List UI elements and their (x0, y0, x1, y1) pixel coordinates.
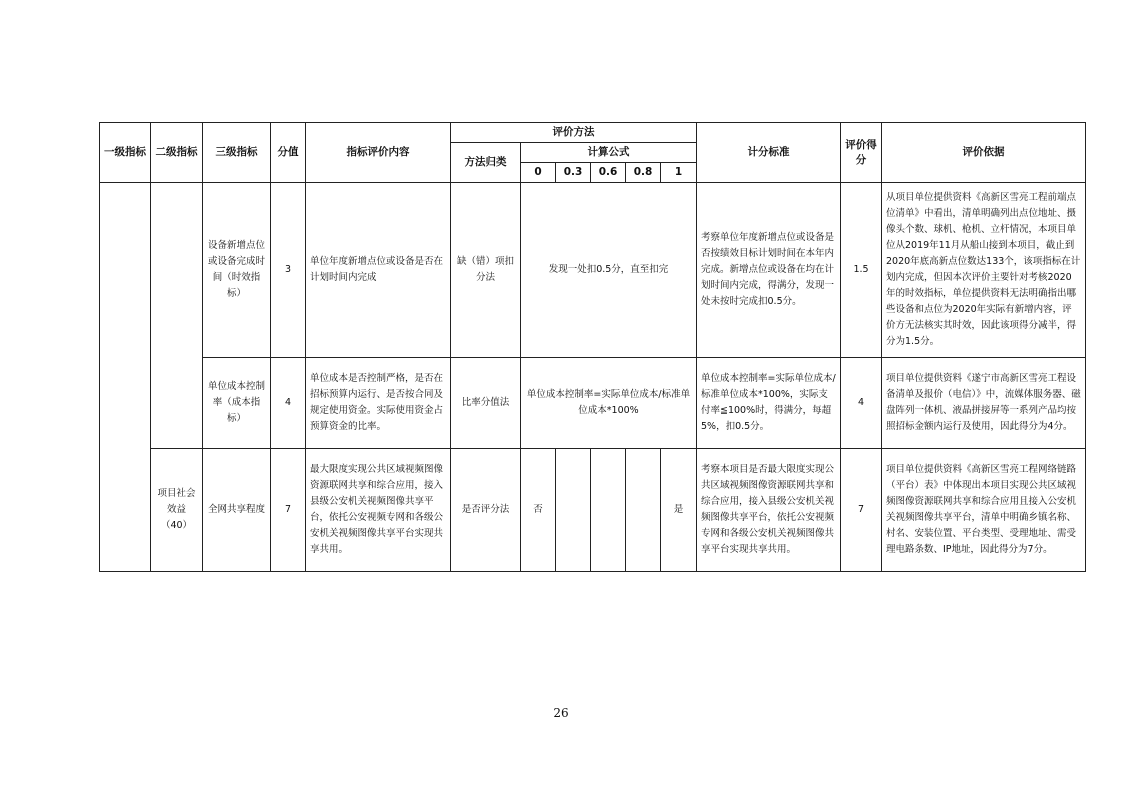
level3-cell: 全网共享程度 (203, 449, 271, 572)
header-content: 指标评价内容 (306, 123, 451, 183)
header-level-08: 0.8 (626, 163, 661, 183)
content-cell: 单位成本是否控制严格，是否在招标预算内运行、是否按合同及规定使用资金。实际使用资金占预算资金的比率。 (306, 358, 451, 449)
header-method-type: 方法归类 (451, 143, 521, 183)
content-cell: 最大限度实现公共区域视频图像资源联网共享和综合应用，接入县级公安机关视频图像共享平台，依托公安视频专网和各级公安机关视频图像共享平台实现共享共用。 (306, 449, 451, 572)
basis-cell: 项目单位提供资料《遂宁市高新区雪亮工程设备清单及报价（电信）》中，流媒体服务器、磁盘阵列一体机、液晶拼接屏等一系列产品均按照招标金额内运行及使用，因此得分为4分。 (882, 358, 1086, 449)
level-no-cell: 否 (521, 449, 556, 572)
level1-cell (100, 183, 151, 572)
header-level1: 一级指标 (100, 123, 151, 183)
standard-cell: 考察本项目是否最大限度实现公共区域视频图像资源联网共享和综合应用，接入县级公安机关视频图像共享平台，依托公安视频专网和各级公安机关视频图像共享平台实现共享共用。 (697, 449, 841, 572)
basis-cell: 从项目单位提供资料《高新区雪亮工程前端点位清单》中看出，清单明确列出点位地址、摄像头个数、球机、枪机、立杆情况，本项目单位从2019年11月从船山接到本项目，截止到2020年底高新点位数达133个，该项指标在计划内完成，但因本次评价主要针对考核2020年的时效指标，单位提供资料无法明确指出哪些设备和点位为2020年实际有新增内容，评价方无法核实其时效，因此该项得分减半，得分为1.5分。 (882, 183, 1086, 358)
header-level3: 三级指标 (203, 123, 271, 183)
table-row (100, 358, 1086, 449)
header-score: 评价得分 (841, 123, 882, 183)
level-empty-cell (591, 449, 626, 572)
evaluation-table (99, 122, 1086, 572)
method-cell: 缺（错）项扣分法 (451, 183, 521, 358)
content-cell: 单位年度新增点位或设备是否在计划时间内完成 (306, 183, 451, 358)
formula-cell: 单位成本控制率=实际单位成本/标准单位成本*100% (521, 358, 697, 449)
formula-cell: 发现一处扣0.5分，直至扣完 (521, 183, 697, 358)
header-basis: 评价依据 (882, 123, 1086, 183)
points-cell: 7 (271, 449, 306, 572)
level-empty-cell (626, 449, 661, 572)
points-cell: 3 (271, 183, 306, 358)
header-level-03: 0.3 (556, 163, 591, 183)
header-standard: 计分标准 (697, 123, 841, 183)
score-cell: 1.5 (841, 183, 882, 358)
method-cell: 比率分值法 (451, 358, 521, 449)
score-cell: 4 (841, 358, 882, 449)
table-row (100, 449, 1086, 572)
header-level-0: 0 (521, 163, 556, 183)
basis-cell: 项目单位提供资料《高新区雪亮工程网络链路（平台）表》中体现出本项目实现公共区域视频图像资源联网共享和综合应用且接入公安机关视频图像共享平台，清单中明确乡镇名称、村名、安装位置、平台类型、受理地址、需受理电路条数、IP地址，因此得分为7分。 (882, 449, 1086, 572)
score-cell: 7 (841, 449, 882, 572)
level-yes-cell: 是 (661, 449, 697, 572)
header-row-1 (100, 123, 1086, 143)
standard-cell: 考察单位年度新增点位或设备是否按绩效目标计划时间在本年内完成。新增点位或设备在均在计划时间内完成，得满分，发现一处未按时完成扣0.5分。 (697, 183, 841, 358)
table-row (100, 183, 1086, 358)
method-cell: 是否评分法 (451, 449, 521, 572)
level2-cell: 项目社会效益（40） (151, 449, 203, 572)
header-method-group: 评价方法 (451, 123, 697, 143)
header-level-1: 1 (661, 163, 697, 183)
header-level-06: 0.6 (591, 163, 626, 183)
points-cell: 4 (271, 358, 306, 449)
standard-cell: 单位成本控制率=实际单位成本/标准单位成本*100%，实际支付率≦100%时，得满分，每超5%，扣0.5分。 (697, 358, 841, 449)
level-empty-cell (556, 449, 591, 572)
header-level2: 二级指标 (151, 123, 203, 183)
page-number: 26 (553, 706, 569, 720)
level3-cell: 设备新增点位或设备完成时间（时效指标） (203, 183, 271, 358)
header-formula: 计算公式 (521, 143, 697, 163)
header-points: 分值 (271, 123, 306, 183)
level3-cell: 单位成本控制率（成本指标） (203, 358, 271, 449)
level2-cell (151, 183, 203, 449)
